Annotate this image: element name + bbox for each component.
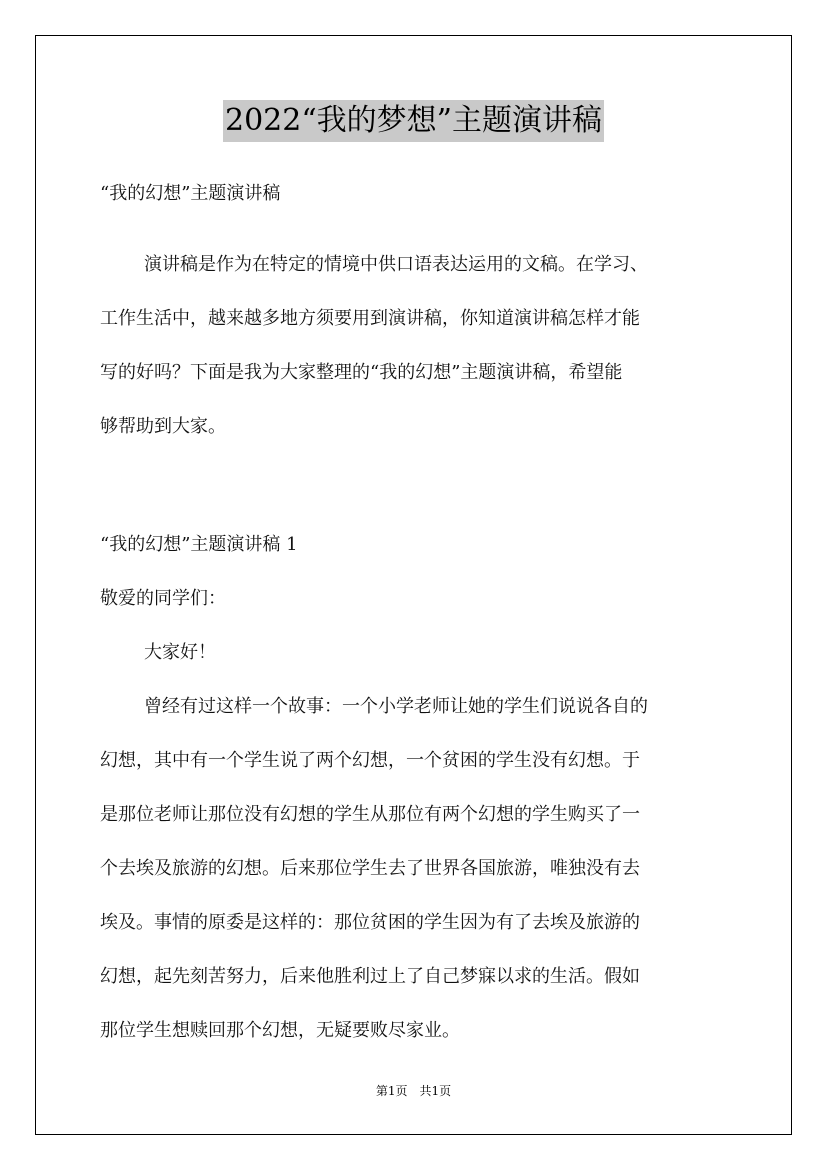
intro-line-3: 写的好吗？下面是我为大家整理的“我的幻想”主题演讲稿，希望能 xyxy=(100,362,623,383)
title-container xyxy=(0,100,827,142)
salutation: 敬爱的同学们： xyxy=(100,588,226,609)
page-number-label: 第1页 共1页 xyxy=(375,1084,452,1098)
intro-line-2: 工作生活中，越来越多地方须要用到演讲稿，你知道演讲稿怎样才能 xyxy=(100,308,640,329)
story-line-1: 曾经有过这样一个故事：一个小学老师让她的学生们说说各自的 xyxy=(144,696,648,717)
story-line-3: 是那位老师让那位没有幻想的学生从那位有两个幻想的学生购买了一 xyxy=(100,804,640,825)
subtitle: “我的幻想”主题演讲稿 xyxy=(100,183,281,204)
story-line-5: 埃及。事情的原委是这样的：那位贫困的学生因为有了去埃及旅游的 xyxy=(100,912,640,933)
story-line-2: 幻想，其中有一个学生说了两个幻想，一个贫困的学生没有幻想。于 xyxy=(100,750,640,771)
page-footer xyxy=(0,1082,827,1100)
story-line-6: 幻想，起先刻苦努力，后来他胜利过上了自己梦寐以求的生活。假如 xyxy=(100,966,640,987)
story-line-4: 个去埃及旅游的幻想。后来那位学生去了世界各国旅游，唯独没有去 xyxy=(100,858,640,879)
document-title: 2022“我的梦想”主题演讲稿 xyxy=(223,100,604,142)
greeting: 大家好！ xyxy=(144,642,216,663)
intro-line-1: 演讲稿是作为在特定的情境中供口语表达运用的文稿。在学习、 xyxy=(144,254,648,275)
intro-line-4: 够帮助到大家。 xyxy=(100,416,226,437)
story-line-7: 那位学生想赎回那个幻想，无疑要败尽家业。 xyxy=(100,1020,460,1041)
section-heading: “我的幻想”主题演讲稿 1 xyxy=(100,534,298,555)
document-body xyxy=(100,176,730,1058)
